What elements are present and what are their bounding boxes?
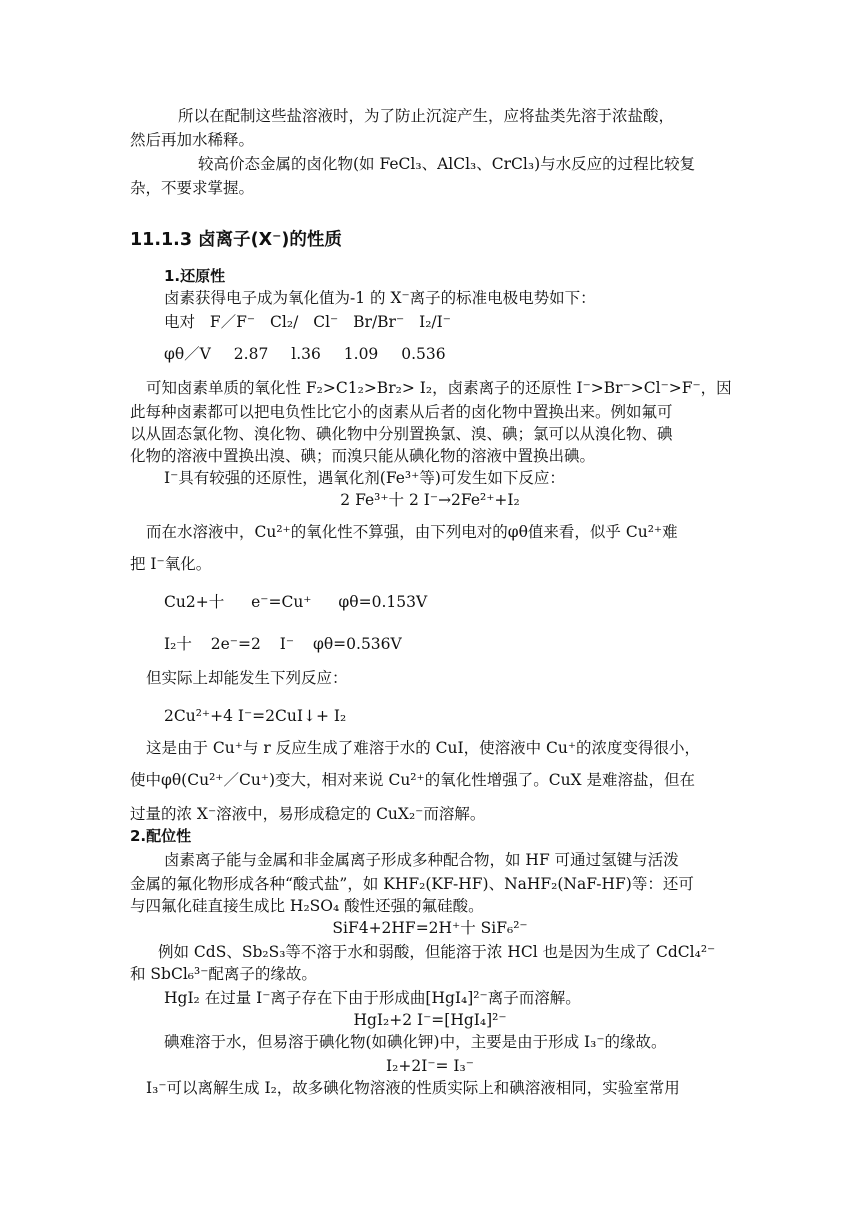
text-line: 所以在配制这些盐溶液时，为了防止沉淀产生，应将盐类先溶于浓盐酸，: [178, 107, 675, 125]
text-line: 但实际上却能发生下列反应：: [146, 669, 348, 687]
text-line: 卤素获得电子成为氧化值为-1 的 X⁻离子的标准电极电势如下：: [164, 289, 596, 307]
text-line: 把 I⁻氧化。: [130, 555, 212, 573]
text-line: I⁻具有较强的还原性，遇氧化剂(Fe³⁺等)可发生如下反应：: [164, 469, 565, 487]
text-line: 和 SbCl₆³⁻配离子的缘故。: [130, 965, 317, 983]
text-line: 碘难溶于水，但易溶于碘化物(如碘化钾)中，主要是由于形成 I₃⁻的缘故。: [164, 1033, 667, 1051]
subsection-heading: 1.还原性: [164, 267, 226, 285]
text-line: HgI₂ 在过量 I⁻离子存在下由于形成曲[HgI₄]²⁻离子而溶解。: [164, 989, 581, 1007]
equation: I₂十 2e⁻=2 I⁻ φθ=0.536V: [164, 635, 402, 653]
text-line: 杂，不要求掌握。: [130, 179, 255, 197]
text-line: 这是由于 Cu⁺与 r 反应生成了难溶于水的 CuI，使溶液中 Cu⁺的浓度变得很小，: [146, 739, 701, 757]
equation: Cu2+十 e⁻=Cu⁺ φθ=0.153V: [164, 593, 428, 611]
text-line: 然后再加水稀释。: [130, 131, 255, 149]
table-row-couples: 电对 F／F⁻ Cl₂/ Cl⁻ Br/Br⁻ I₂/I⁻: [164, 313, 451, 331]
text-line: 化物的溶液中置换出溴、碘；而溴只能从碘化物的溶液中置换出碘。: [130, 447, 596, 465]
text-line: I₃⁻可以离解生成 I₂，故多碘化物溶液的性质实际上和碘溶液相同，实验室常用: [146, 1079, 680, 1097]
text-line: 以从固态氯化物、溴化物、碘化物中分别置换氯、溴、碘；氯可以从溴化物、碘: [130, 425, 673, 443]
text-line: 较高价态金属的卤化物(如 FeCl₃、AlCl₃、CrCl₃)与水反应的过程比较复: [198, 155, 696, 173]
text-line: 可知卤素单质的氧化性 F₂>C1₂>Br₂> I₂，卤素离子的还原性 I⁻>Br⁻>Cl⁻>F⁻，因: [146, 379, 732, 397]
equation: 2 Fe³⁺十 2 I⁻→2Fe²⁺+I₂: [340, 491, 520, 509]
text-line: 例如 CdS、Sb₂S₃等不溶于水和弱酸，但能溶于浓 HCl 也是因为生成了 CdCl₄²⁻: [158, 943, 716, 961]
subsection-heading: 2.配位性: [130, 827, 192, 845]
text-line: 卤素离子能与金属和非金属离子形成多种配合物，如 HF 可通过氢键与活泼: [164, 851, 679, 869]
text-line: 金属的氟化物形成各种“酸式盐”，如 KHF₂(KF-HF)、NaHF₂(NaF-HF)等：还可: [130, 875, 694, 893]
equation: 2Cu²⁺+4 I⁻=2CuI↓+ I₂: [164, 707, 347, 725]
text-line: 此每种卤素都可以把电负性比它小的卤素从后者的卤化物中置换出来。例如氟可: [130, 403, 673, 421]
text-line: 而在水溶液中，Cu²⁺的氧化性不算强，由下列电对的φθ值来看，似乎 Cu²⁺难: [146, 523, 678, 541]
table-row-potentials: φθ／V 2.87 l.36 1.09 0.536: [164, 345, 446, 363]
equation: I₂+2I⁻= I₃⁻: [386, 1057, 474, 1075]
text-line: 与四氟化硅直接生成比 H₂SO₄ 酸性还强的氟硅酸。: [130, 897, 484, 915]
text-line: 过量的浓 X⁻溶液中，易形成稳定的 CuX₂⁻而溶解。: [130, 805, 486, 823]
equation: HgI₂+2 I⁻=[HgI₄]²⁻: [353, 1011, 507, 1029]
text-line: 使中φθ(Cu²⁺／Cu⁺)变大，相对来说 Cu²⁺的氧化性增强了。CuX 是难溶盐，但在: [130, 771, 696, 789]
section-heading: 11.1.3 卤离子(X⁻)的性质: [130, 230, 342, 250]
equation: SiF4+2HF=2H⁺十 SiF₆²⁻: [332, 919, 528, 937]
